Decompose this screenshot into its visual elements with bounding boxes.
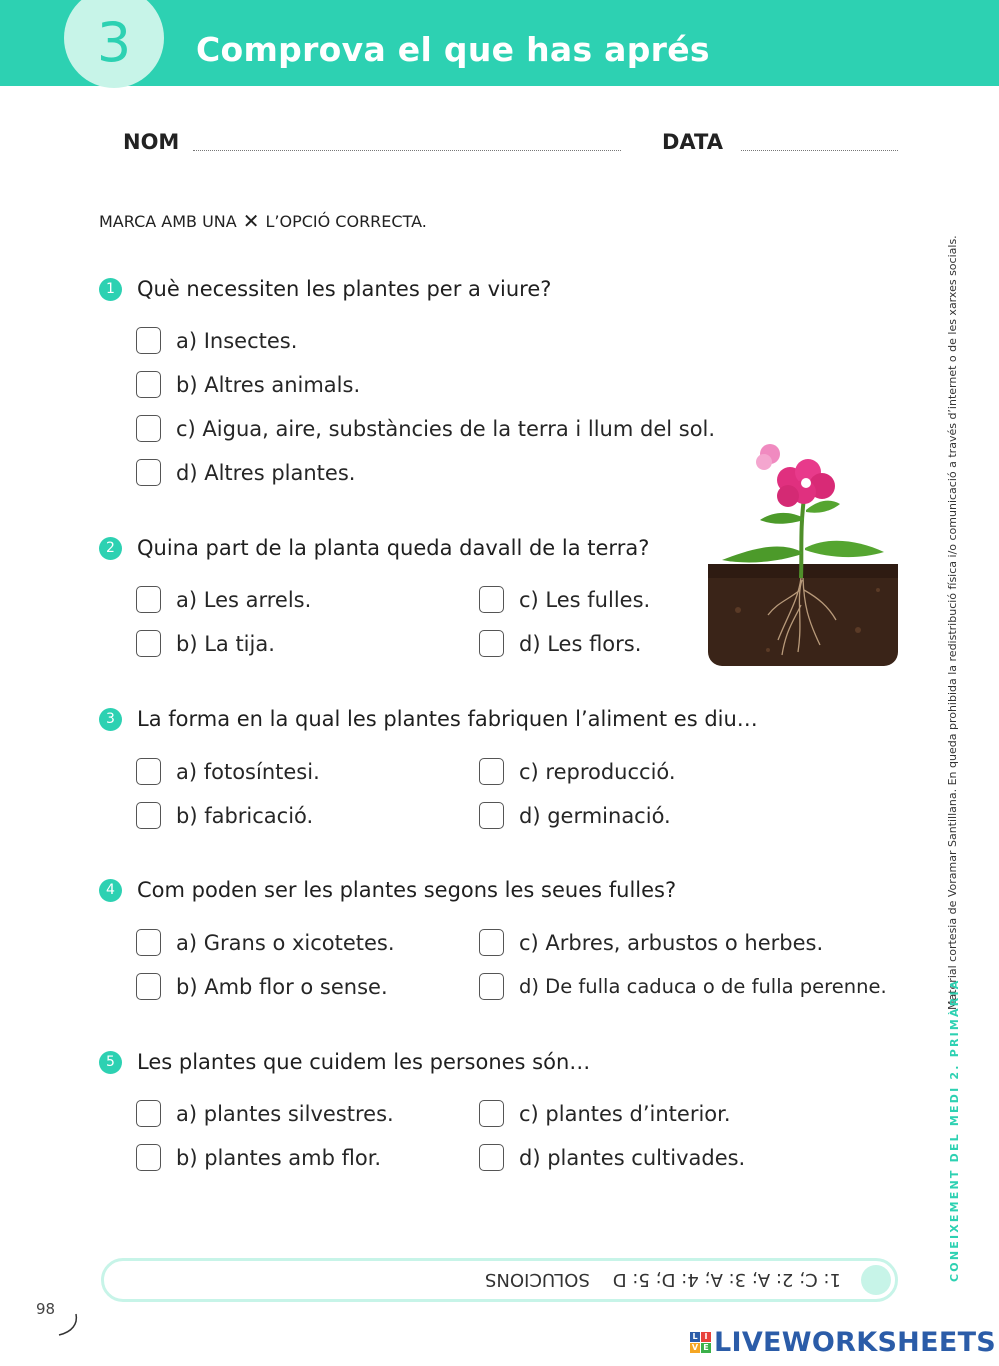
- option-q4-a[interactable]: [136, 929, 395, 956]
- option-q4-b[interactable]: [136, 973, 388, 1000]
- logo-text: LIVEWORKSHEETS: [714, 1327, 997, 1358]
- option-label: d) germinació.: [519, 803, 671, 828]
- question-2: [99, 536, 649, 560]
- option-q4-d[interactable]: [479, 973, 887, 1000]
- checkbox[interactable]: [136, 459, 161, 486]
- checkbox[interactable]: [136, 758, 161, 785]
- option-q4-c[interactable]: [479, 929, 823, 956]
- checkbox[interactable]: [136, 973, 161, 1000]
- option-label: d) De fulla caduca o de fulla perenne.: [519, 975, 887, 998]
- checkbox[interactable]: [479, 802, 504, 829]
- checkbox[interactable]: [479, 1100, 504, 1127]
- instruction-text-before: MARCA AMB UNA: [99, 211, 237, 231]
- name-label: NOM: [123, 130, 180, 154]
- checkbox[interactable]: [136, 586, 161, 613]
- option-q5-a[interactable]: [136, 1100, 394, 1127]
- option-q1-c[interactable]: [136, 415, 715, 442]
- checkbox[interactable]: [136, 630, 161, 657]
- solutions-answers: 1: C; 2: A; 3: A; 4: D; 5: D: [612, 1269, 841, 1290]
- option-q3-b[interactable]: [136, 802, 313, 829]
- option-q5-b[interactable]: [136, 1144, 381, 1171]
- option-label: c) plantes d’interior.: [519, 1101, 731, 1126]
- option-q3-d[interactable]: [479, 802, 671, 829]
- checkbox[interactable]: [479, 758, 504, 785]
- question-number-badge: 3: [99, 708, 122, 731]
- question-text: Les plantes que cuidem les persones són…: [137, 1050, 591, 1074]
- series-label: CONEIXEMENT DEL MEDI 2. PRIMÀRIA: [948, 978, 961, 1282]
- question-text: Quina part de la planta queda davall de la terra?: [137, 536, 650, 560]
- page-number: 98: [36, 1300, 56, 1318]
- checkbox[interactable]: [479, 929, 504, 956]
- liveworksheets-logo: [690, 1327, 996, 1358]
- question-number-badge: 2: [99, 537, 122, 560]
- option-label: c) reproducció.: [519, 759, 676, 784]
- liveworksheets-mark-icon: L I V E: [690, 1332, 711, 1353]
- solutions-text: [485, 1269, 841, 1290]
- unit-number: 3: [96, 10, 132, 74]
- question-text: Com poden ser les plantes segons les seues fulles?: [137, 878, 677, 902]
- date-label: DATA: [662, 130, 724, 154]
- flowers: [756, 444, 835, 507]
- question-number-badge: 1: [99, 278, 122, 301]
- question-number-badge: 4: [99, 879, 122, 902]
- name-field[interactable]: [193, 150, 621, 151]
- option-q1-d[interactable]: [136, 459, 355, 486]
- checkbox[interactable]: [136, 327, 161, 354]
- checkbox[interactable]: [136, 1144, 161, 1171]
- option-label: b) fabricació.: [176, 803, 314, 828]
- option-label: a) Les arrels.: [176, 587, 312, 612]
- option-label: a) plantes silvestres.: [176, 1101, 394, 1126]
- checkbox[interactable]: [136, 929, 161, 956]
- option-label: b) Altres animals.: [176, 372, 361, 397]
- copyright-notice: Material cortesia de Voramar Santillana. En queda prohibida la redistribució física i/o comunicació a través d’internet o de les xarxes socials.: [946, 235, 959, 1010]
- checkbox[interactable]: [136, 415, 161, 442]
- question-1: [99, 277, 551, 301]
- option-label: c) Les fulles.: [519, 587, 651, 612]
- checkbox[interactable]: [136, 371, 161, 398]
- page-corner-curl-icon: [56, 1312, 80, 1338]
- option-label: a) fotosíntesi.: [176, 759, 320, 784]
- plant-illustration: [708, 440, 898, 666]
- checkbox[interactable]: [136, 802, 161, 829]
- date-field[interactable]: [741, 150, 898, 151]
- option-q1-a[interactable]: [136, 327, 297, 354]
- option-q3-c[interactable]: [479, 758, 676, 785]
- option-q2-c[interactable]: [479, 586, 650, 613]
- option-q2-d[interactable]: [479, 630, 641, 657]
- cross-icon: ✕: [242, 209, 260, 233]
- option-label: d) Altres plantes.: [176, 460, 356, 485]
- question-number-badge: 5: [99, 1051, 122, 1074]
- option-q3-a[interactable]: [136, 758, 320, 785]
- option-label: b) plantes amb flor.: [176, 1145, 382, 1170]
- solutions-dot-icon: [861, 1265, 891, 1295]
- question-text: Què necessiten les plantes per a viure?: [137, 277, 552, 301]
- option-q5-d[interactable]: [479, 1144, 745, 1171]
- solutions-label: SOLUCIONS: [485, 1269, 590, 1290]
- option-q2-a[interactable]: [136, 586, 311, 613]
- question-4: [99, 878, 676, 902]
- option-label: b) La tija.: [176, 631, 275, 656]
- checkbox[interactable]: [136, 1100, 161, 1127]
- checkbox[interactable]: [479, 1144, 504, 1171]
- checkbox[interactable]: [479, 630, 504, 657]
- option-q1-b[interactable]: [136, 371, 360, 398]
- question-5: [99, 1050, 590, 1074]
- instruction-text-after: L’OPCIÓ CORRECTA.: [265, 211, 427, 231]
- option-q2-b[interactable]: [136, 630, 275, 657]
- option-label: d) Les flors.: [519, 631, 642, 656]
- option-q5-c[interactable]: [479, 1100, 731, 1127]
- option-label: c) Aigua, aire, substàncies de la terra i llum del sol.: [176, 416, 716, 441]
- instruction: [99, 209, 427, 233]
- option-label: b) Amb flor o sense.: [176, 974, 388, 999]
- question-3: [99, 707, 758, 731]
- option-label: c) Arbres, arbustos o herbes.: [519, 930, 824, 955]
- checkbox[interactable]: [479, 973, 504, 1000]
- page-title: Comprova el que has aprés: [196, 30, 710, 69]
- option-label: a) Grans o xicotetes.: [176, 930, 395, 955]
- question-text: La forma en la qual les plantes fabriquen l’aliment es diu…: [137, 707, 758, 731]
- solutions-bar: [101, 1258, 898, 1302]
- checkbox[interactable]: [479, 586, 504, 613]
- option-label: d) plantes cultivades.: [519, 1145, 746, 1170]
- option-label: a) Insectes.: [176, 328, 298, 353]
